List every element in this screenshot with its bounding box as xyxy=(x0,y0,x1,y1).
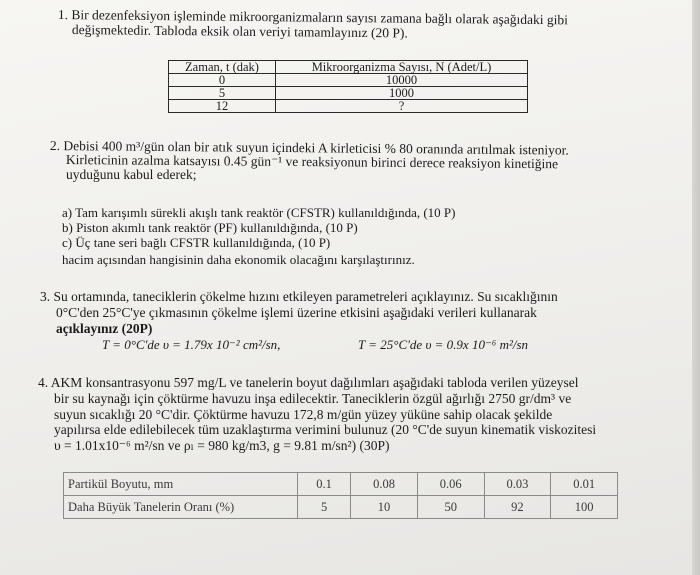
table-header-count: Mikroorganizma Sayısı, N (Adet/L) xyxy=(276,61,528,74)
q4-text-line1: 4. AKM konsantrasyonu 597 mg/L ve tanelerin boyut dağılımları aşağıdaki tabloda verilen yüzeysel xyxy=(38,375,579,390)
q4-text-line3: suyun sıcaklığı 20 °C'dir. Çöktürme havuzu 172,8 m/gün yüzey yüküne sahip olacak şekilde xyxy=(54,407,553,422)
table-cell: 50 xyxy=(417,496,484,519)
q4-table xyxy=(63,472,618,519)
table-cell: 0.06 xyxy=(417,473,484,496)
table-cell: 5 xyxy=(169,87,276,100)
table-row xyxy=(64,496,618,519)
q4-text-line5: υ = 1.01x10⁻⁶ m²/sn ve ρₗ = 980 kg/m3, g = 9.81 m/sn²) (30P) xyxy=(54,438,390,453)
q4-text-line4: yapılırsa elde edilebilecek tüm uzaklaştırma verimini bulunuz (20 °C'de suyun kinematik viskozitesi xyxy=(54,422,597,437)
table-cell: 0.03 xyxy=(484,473,551,496)
table-cell: 5 xyxy=(298,496,351,519)
q3-text-line1: 3. Su ortamında, taneciklerin çökelme hızını etkileyen parametreleri açıklayınız. Su sıcaklığının xyxy=(40,289,558,304)
table-cell: 100 xyxy=(551,496,618,519)
q1-text-line1: 1. Bir dezenfeksiyon işleminde mikroorganizmaların sayısı zamana bağlı olarak aşağıdaki gibi xyxy=(57,7,568,28)
q2-option-c: c) Üç tane seri bağlı CFSTR kullanıldığında, (10 P) xyxy=(62,235,331,250)
q3-data-right: T = 25°C'de υ = 0.9x 10⁻⁶ m²/sn xyxy=(358,337,529,352)
table-cell: 0.1 xyxy=(298,473,351,496)
table-cell: 0.08 xyxy=(351,473,418,496)
table-row xyxy=(169,74,528,87)
table-row xyxy=(64,473,618,496)
q2-text-line3: uyduğunu kabul ederek; xyxy=(66,167,197,182)
page-edge xyxy=(692,0,700,575)
table-cell: ? xyxy=(276,100,528,113)
q2-tail: hacim açısından hangisinin daha ekonomik olacağını karşılaştırınız. xyxy=(62,252,415,267)
q2-text-line2: Kirleticinin azalma katsayısı 0.45 gün⁻¹ ve reaksiyonun birinci derece reaksiyon kinetiğine xyxy=(65,152,559,172)
q3-text-line2: 0°C'den 25°C'ye çıkmasının çökelme işlemi üzerine etkisini aşağıdaki verileri kullanarak xyxy=(56,305,537,320)
table-row xyxy=(169,100,528,113)
q1-text-line2: değişmektedir. Tabloda eksik olan veriyi tamamlayınız (20 P). xyxy=(71,22,408,41)
table-header-time: Zaman, t (dak) xyxy=(169,61,276,74)
table-row-label: Daha Büyük Tanelerin Oranı (%) xyxy=(64,496,298,519)
table-row xyxy=(169,87,528,100)
table-cell: 12 xyxy=(169,100,276,113)
q3-text-line3: açıklayınız (20P) xyxy=(56,321,153,336)
q1-table xyxy=(168,60,528,113)
q4-text-line2: bir su kaynağı için çöktürme havuzu inşa edilecektir. Taneciklerin özgül ağırlığı 2750 gr/dm³ ve xyxy=(54,391,572,406)
table-row-label: Partikül Boyutu, mm xyxy=(64,473,298,496)
q2-option-a: a) Tam karışımlı sürekli akışlı tank reaktör (CFSTR) kullanıldığında, (10 P) xyxy=(62,205,456,220)
table-cell: 92 xyxy=(484,496,551,519)
table-row xyxy=(169,61,528,74)
table-cell: 1000 xyxy=(276,87,528,100)
table-cell: 10000 xyxy=(276,74,528,87)
table-cell: 10 xyxy=(351,496,418,519)
table-cell: 0 xyxy=(169,74,276,87)
table-cell: 0.01 xyxy=(551,473,618,496)
q3-data-left: T = 0°C'de υ = 1.79x 10⁻² cm²/sn, xyxy=(102,337,281,352)
q2-text-line1: 2. Debisi 400 m³/gün olan bir atık suyun içindeki A kirleticisi % 80 oranında arıtılmak isteniyor. xyxy=(49,138,569,158)
q2-option-b: b) Piston akımlı tank reaktör (PF) kullanıldığında, (10 P) xyxy=(62,220,358,235)
